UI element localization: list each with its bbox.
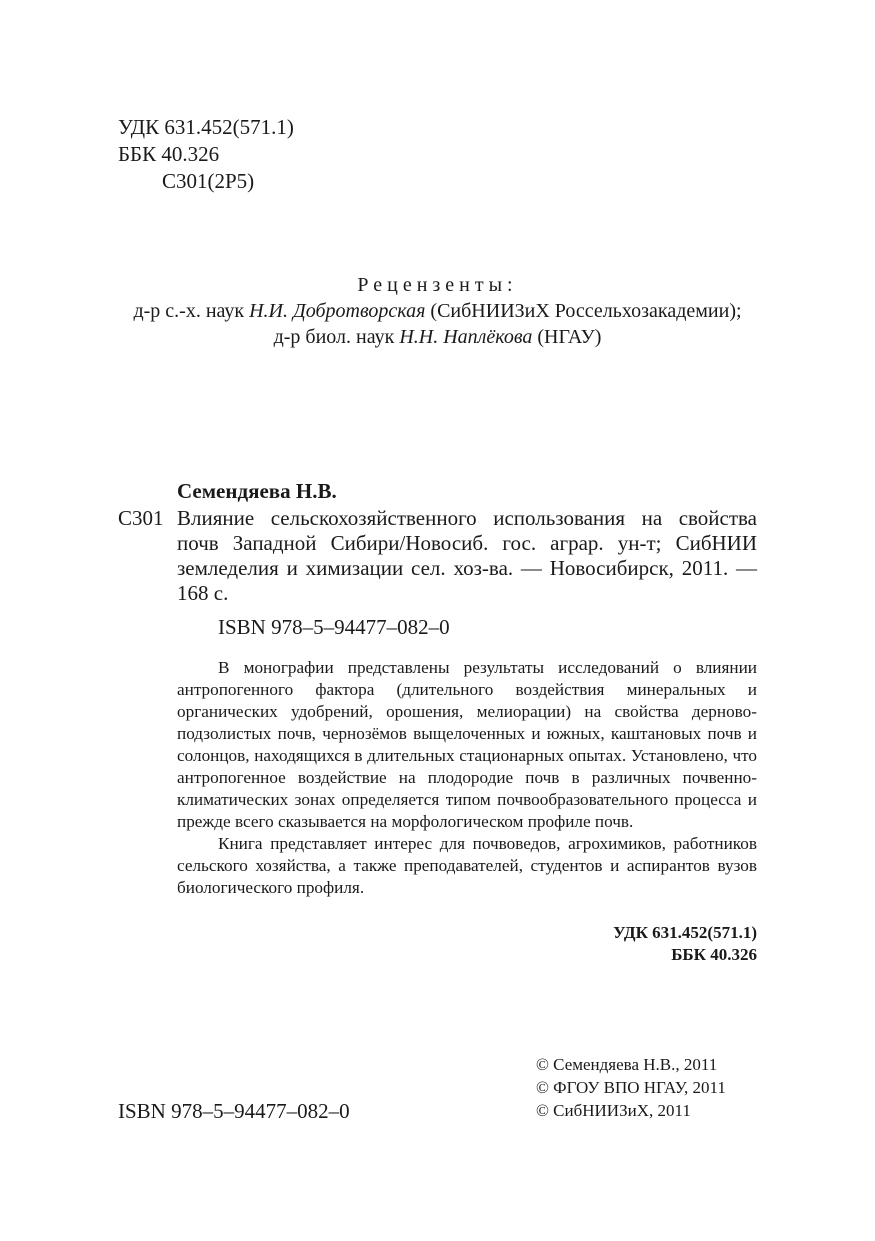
reviewer-1-name: Н.И. Добротворская bbox=[249, 300, 426, 322]
book-description: Влияние сельскохозяйственного использования на свойства почв Западной Сибири/Новосиб. гос. аграр. ун-т; СибНИИ земледелия и химизации сел. хоз-ва. — Новосибирск, 2011. — 168 с. bbox=[177, 506, 757, 605]
reviewer-2-affiliation: (НГАУ) bbox=[532, 326, 602, 348]
reviewer-1-affiliation: (СибНИИЗиХ Россельхозакадемии); bbox=[425, 300, 742, 322]
catalog-number: С301 bbox=[118, 506, 164, 530]
abstract-paragraph-1: В монографии представлены результаты исследований о влиянии антропогенного фактора (длительного воздействия минеральных и органических удобрений, орошения, мелиорации) на свойства дерново-подзолистых почв, чернозёмов выщелоченных и южных, каштановых почв и солонцов, находящихся в длительных стационарных опытах. Установлено, что антропогенное воздействие на плодородие почв в различных почвенно-климатических зонах определяется типом почвообразовательного процесса и прежде всего сказывается на морфологическом профиле почв. bbox=[177, 658, 757, 831]
copyright-author: © Семендяева Н.В., 2011 bbox=[536, 1055, 718, 1074]
bibliographic-record bbox=[177, 506, 757, 640]
classification-codes bbox=[118, 114, 294, 195]
catalog-code: С301(2Р5) bbox=[162, 169, 255, 193]
bbk-code: ББК 40.326 bbox=[118, 142, 220, 166]
isbn-footer: ISBN 978–5–94477–082–0 bbox=[118, 1099, 350, 1123]
record-isbn: ISBN 978–5–94477–082–0 bbox=[218, 615, 450, 639]
udk-code: УДК 631.452(571.1) bbox=[118, 115, 294, 139]
reviewers-heading: Рецензенты: bbox=[357, 274, 518, 296]
copyright-institute: © СибНИИЗиХ, 2011 bbox=[536, 1101, 691, 1120]
reviewer-2-degree: д-р биол. наук bbox=[273, 326, 400, 348]
reviewer-1 bbox=[0, 298, 875, 324]
classification-summary bbox=[400, 922, 757, 966]
reviewer-1-degree: д-р с.-х. наук bbox=[133, 300, 250, 322]
reviewer-2 bbox=[0, 324, 875, 350]
abstract bbox=[177, 657, 757, 899]
copyright-university: © ФГОУ ВПО НГАУ, 2011 bbox=[536, 1078, 726, 1097]
udk-summary: УДК 631.452(571.1) bbox=[613, 923, 757, 942]
bbk-summary: ББК 40.326 bbox=[671, 945, 757, 964]
reviewer-2-name: Н.Н. Наплёкова bbox=[399, 326, 533, 348]
copyright-block bbox=[536, 1053, 726, 1122]
author-name: Семендяева Н.В. bbox=[177, 479, 337, 503]
abstract-paragraph-2: Книга представляет интерес для почвоведов, агрохимиков, работников сельского хозяйства, а также преподавателей, студентов и аспирантов вузов биологического профиля. bbox=[177, 834, 757, 897]
reviewers-block bbox=[0, 272, 875, 350]
